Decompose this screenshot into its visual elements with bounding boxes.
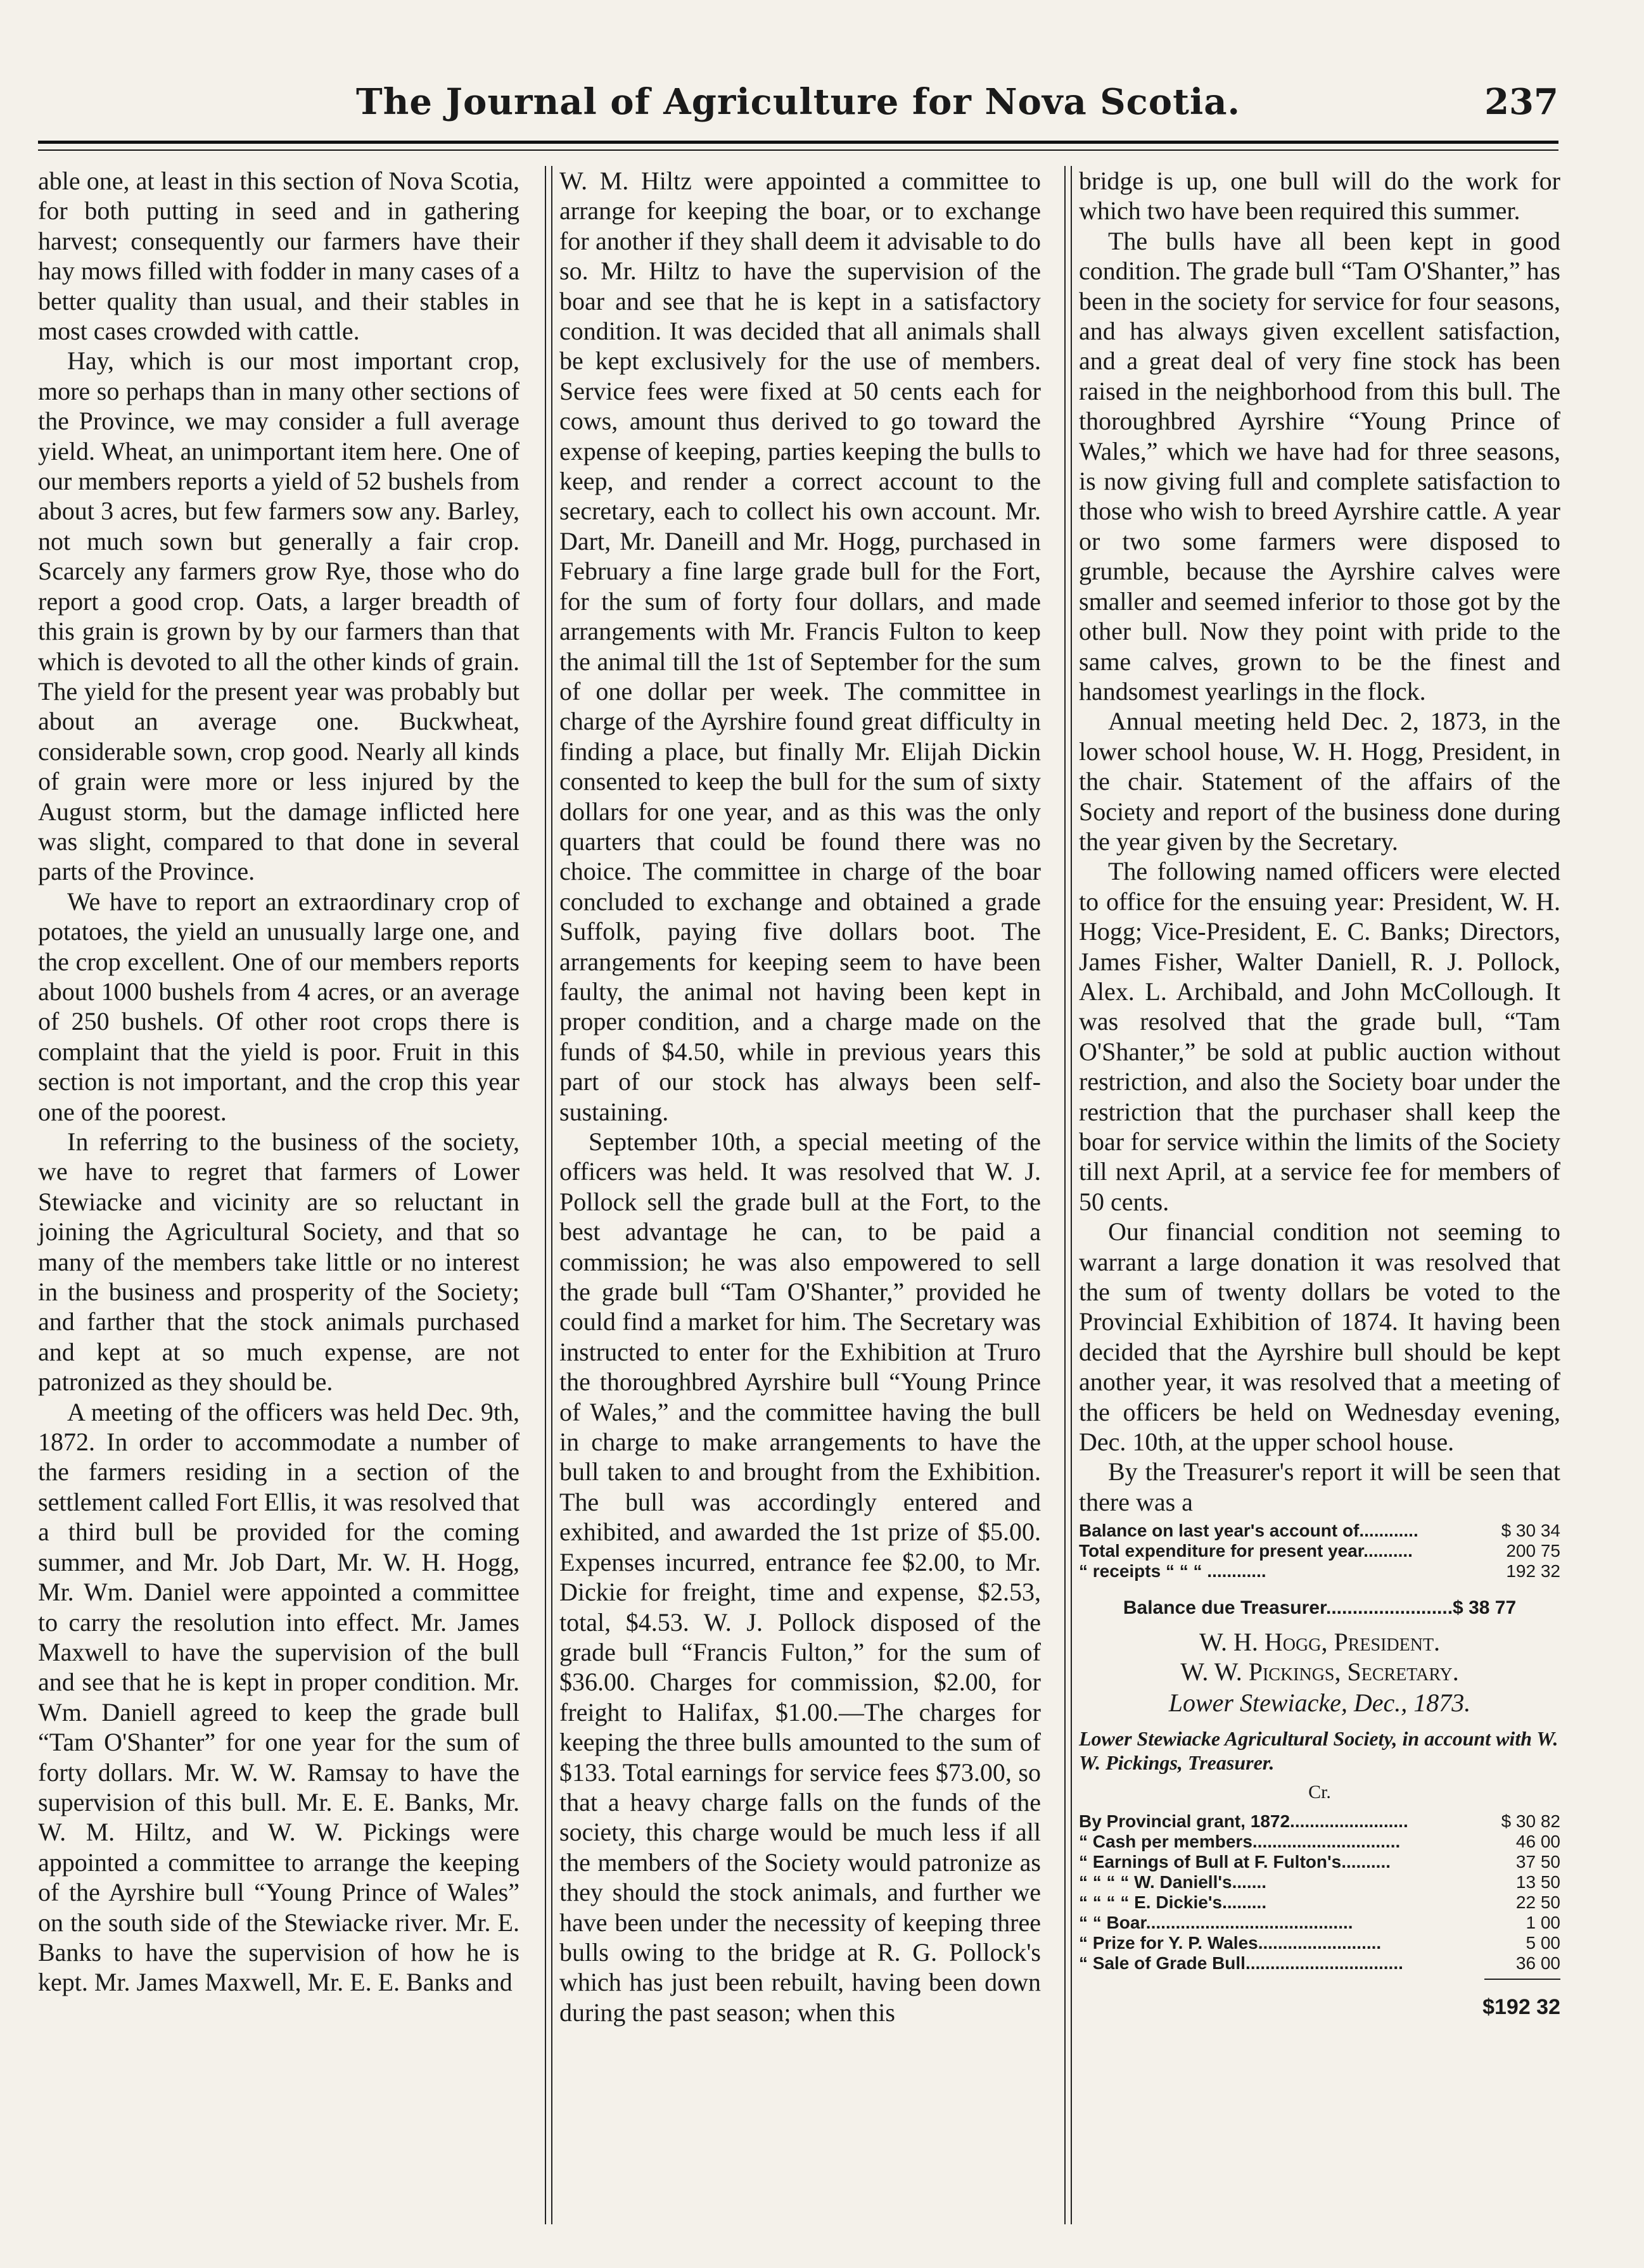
row-amount: 46 00: [1515, 1831, 1560, 1851]
total-rule: [1484, 1979, 1560, 1980]
credit-label: Cr.: [1308, 1782, 1331, 1803]
column-divider: [1064, 166, 1066, 2224]
row-label: “ Earnings of Bull at F. Fulton's..........: [1079, 1851, 1391, 1872]
balance-due: Balance due Treasurer........................$ 38 77: [1123, 1597, 1517, 1619]
paragraph: Our financial condition not seeming to warrant a large donation it was resolved that the sum of twenty dollars be voted to the Provincial Exhibition of 1874. It having been decided that the Ayrshire bull should be kept another year, it was resolved that a meeting of the officers be held on Wednesday evening, Dec. 10th, at the upper school house.: [1079, 1217, 1560, 1457]
table-row: [1079, 1832, 1560, 1852]
row-label: “ “ “ “ E. Dickie's.........: [1079, 1892, 1267, 1912]
paragraph: Annual meeting held Dec. 2, 1873, in the lower school house, W. H. Hogg, President, in the chair. Statement of the affairs of the Society and report of the business done during the year given by the Secretary.: [1079, 707, 1560, 856]
column-divider: [551, 166, 552, 2224]
row-label: “ Prize for Y. P. Wales.........................: [1079, 1932, 1382, 1953]
row-amount: 36 00: [1515, 1953, 1560, 1973]
header-rule-thin: [38, 149, 1558, 151]
row-label: “ receipts “ “ “ ............: [1079, 1561, 1266, 1581]
column-3: [1079, 166, 1560, 2022]
paragraph: Hay, which is our most important crop, more so perhaps than in many other sections of the Province, we may consider a full average yield. Wheat, an unimportant item here. One of our members reports a yield of 52 bushels from about 3 acres, but few farmers sow any. Barley, not much sown but generally a fair crop. Scarcely any farmers grow Rye, those who do report a good crop. Oats, a larger breadth of this grain is grown by by our farmers than that which is devoted to all the other kinds of grain. The yield for the present year was probably but about an average one. Buckwheat, considerable sown, crop good. Nearly all kinds of grain were more or less injured by the August storm, but the damage inflicted here was slight, compared to that done in several parts of the Province.: [38, 346, 519, 886]
paragraph: The bulls have all been kept in good condition. The grade bull “Tam O'Shanter,” has been in the society for service for four seasons, and has always given excellent satisfaction, and a great deal of very fine stock has been raised in the neighborhood from this bull. The thoroughbred Ayrshire “Young Prince of Wales,” which we have had for three seasons, is now giving full and complete satisfaction to those who wish to breed Ayrshire cattle. A year or two some farmers were disposed to grumble, because the Ayrshire calves were smaller and seemed inferior to those got by the other bull. Now they point with pride to the same calves, grown to be the finest and handsomest yearlings in the flock.: [1079, 226, 1560, 706]
journal-title: The Journal of Agriculture for Nova Scotia.: [355, 81, 1241, 123]
row-amount: 200 75: [1506, 1541, 1560, 1561]
row-label: “ Cash per members..............................: [1079, 1831, 1401, 1851]
secretary-signature: W. W. Pickings, Secretary.: [1180, 1657, 1459, 1686]
row-label: By Provincial grant, 1872........................: [1079, 1811, 1408, 1831]
table-row: [1079, 1811, 1560, 1832]
row-amount: 13 50: [1515, 1872, 1560, 1892]
paragraph: In referring to the business of the society, we have to regret that farmers of Lower Stewiacke and vicinity are so reluctant in joining the Agricultural Society, and that so many of the members take little or no interest in the business and prosperity of the Society; and farther that the stock animals purchased and kept at so much expense, are not patronized as they should be.: [38, 1127, 519, 1397]
treasurer-summary-table: [1079, 1521, 1560, 1581]
paragraph: bridge is up, one bull will do the work for which two have been required this summer.: [1079, 167, 1560, 225]
row-label: “ Sale of Grade Bull................................: [1079, 1953, 1403, 1973]
running-header: [38, 81, 1558, 138]
row-label: Total expenditure for present year..........: [1079, 1541, 1413, 1561]
row-amount: $ 30 34: [1501, 1521, 1560, 1541]
column-divider: [545, 166, 546, 2224]
table-row: [1079, 1872, 1560, 1892]
row-amount: 5 00: [1526, 1932, 1560, 1953]
account-table: [1079, 1811, 1560, 1973]
paragraph: able one, at least in this section of Nova Scotia, for both putting in seed and in gathering harvest; consequently our farmers have their hay mows filled with fodder in many cases of a better quality than usual, and their stables in most cases crowded with cattle.: [38, 167, 519, 346]
paragraph: By the Treasurer's report it will be seen that there was a: [1079, 1457, 1560, 1516]
column-divider: [1071, 166, 1072, 2224]
row-amount: $ 30 82: [1501, 1811, 1560, 1831]
table-row: [1079, 1933, 1560, 1953]
place-date: Lower Stewiacke, Dec., 1873.: [1168, 1688, 1471, 1717]
table-row: [1079, 1913, 1560, 1933]
row-label: “ “ “ “ W. Daniell's.......: [1079, 1872, 1267, 1892]
paragraph: The following named officers were elected to office for the ensuing year: President, W. H. Hogg; Vice-President, E. C. Banks; Directors, James Fisher, Walter Daniell, R. J. Pollock, Alex. L. Archibald, and John McCollough. It was resolved that the grade bull, “Tam O'Shanter,” be sold at public auction without restriction, and also the Society boar under the restriction that the purchaser shall keep the boar for service within the limits of the Society till next April, at a service fee for members of 50 cents.: [1079, 857, 1560, 1216]
row-amount: 37 50: [1515, 1851, 1560, 1872]
row-amount: 1 00: [1526, 1912, 1560, 1932]
paragraph: September 10th, a special meeting of the officers was held. It was resolved that W. J. Pollock sell the grade bull at the Fort, to the best advantage he can, to be paid a commission; he was also empowered to sell the grade bull “Tam O'Shanter,” provided he could find a market for him. The Secretary was instructed to enter for the Exhibition at Truro the thoroughbred Ayrshire bull “Young Prince of Wales,” and the committee having the bull in charge to make arrangements to have the bull taken to and brought from the Exhibition. The bull was accordingly entered and exhibited, and awarded the 1st prize of $5.00. Expenses incurred, entrance fee $2.00, to Mr. Dickie for freight, time and expense, $2.53, total, $4.53. W. J. Pollock disposed of the grade bull “Francis Fulton,” for the sum of $36.00. Charges for commission, $2.00, for freight to Halifax, $1.00.—The charges for keeping the three bulls amounted to the sum of $133. Total earnings for service fees $73.00, so that a heavy charge falls on the funds of the society, this charge would be much less if all the members of the Society would patronize as they should the stock animals, and further we have been under the necessity of keeping three bulls owing to the bridge at R. G. Pollock's which has just been rebuilt, having been down during the past season; when this: [559, 1127, 1041, 2027]
table-row: [1079, 1852, 1560, 1872]
table-row: [1079, 1541, 1560, 1561]
table-row: [1079, 1892, 1560, 1913]
table-row: [1079, 1561, 1560, 1581]
row-amount: 192 32: [1506, 1561, 1560, 1581]
header-rule: [38, 141, 1558, 144]
column-2: [559, 166, 1041, 2027]
paragraph: A meeting of the officers was held Dec. 9th, 1872. In order to accommodate a number of the farmers residing in a section of the settlement called Fort Ellis, it was resolved that a third bull be provided for the coming summer, and Mr. Job Dart, Mr. W. H. Hogg, Mr. Wm. Daniel were appointed a committee to carry the resolution into effect. Mr. James Maxwell to have the supervision of the bull and see that he is kept in proper condition. Mr. Wm. Daniell agreed to keep the grade bull “Tam O'Shanter” for one year for the sum of forty dollars. Mr. W. W. Ramsay to have the supervision of this bull. Mr. E. E. Banks, Mr. W. M. Hiltz, and W. W. Pickings were appointed a committee to arrange the keeping of the Ayrshire bull “Young Prince of Wales” on the south side of the Stewiacke river. Mr. E. Banks to have the supervision of how he is kept. Mr. James Maxwell, Mr. E. E. Banks and: [38, 1397, 519, 1997]
paragraph: We have to report an extraordinary crop of potatoes, the yield an unusually large one, and the crop excellent. One of our members reports about 1000 bushels from 4 acres, or an average of 250 bushels. Of other root crops there is complaint that the yield is poor. Fruit in this section is not important, and the crop this year one of the poorest.: [38, 887, 519, 1126]
paragraph: W. M. Hiltz were appointed a committee to arrange for keeping the boar, or to exchange for another if they shall deem it advisable to do so. Mr. Hiltz to have the supervision of the boar and see that he is kept in a satisfactory condition. It was decided that all animals shall be kept exclusively for the use of members. Service fees were fixed at 50 cents each for cows, amount thus derived to go toward the expense of keeping, parties keeping the bulls to keep, and render a correct account to the secretary, each to collect his own account. Mr. Dart, Mr. Daneill and Mr. Hogg, purchased in February a fine large grade bull for the Fort, for the sum of forty four dollars, and made arrangements with Mr. Francis Fulton to keep the animal till the 1st of September for the sum of one dollar per week. The committee in charge of the Ayrshire found great difficulty in finding a place, but finally Mr. Elijah Dickin consented to keep the bull for the sum of sixty dollars for one year, and as this was the only quarters that could be found there was no choice. The committee in charge of the boar concluded to exchange and obtained a grade Suffolk, paying five dollars boot. The arrangements for keeping seem to have been faulty, the animal not having been kept in proper condition, and a charge made on the funds of $4.50, while in previous years this part of our stock has always been self-sustaining.: [559, 167, 1041, 1126]
column-1: [38, 166, 519, 1998]
account-total: $192 32: [1482, 1994, 1560, 2019]
row-amount: 22 50: [1515, 1892, 1560, 1912]
row-label: Balance on last year's account of............: [1079, 1521, 1418, 1541]
table-row: [1079, 1953, 1560, 1973]
page-number: 237: [1484, 81, 1558, 123]
account-heading: Lower Stewiacke Agricultural Society, in account with W. W. Pickings, Treasurer.: [1079, 1727, 1558, 1775]
table-row: [1079, 1521, 1560, 1541]
president-signature: W. H. Hogg, President.: [1199, 1627, 1441, 1656]
row-label: “ “ Boar..........................................: [1079, 1912, 1353, 1932]
